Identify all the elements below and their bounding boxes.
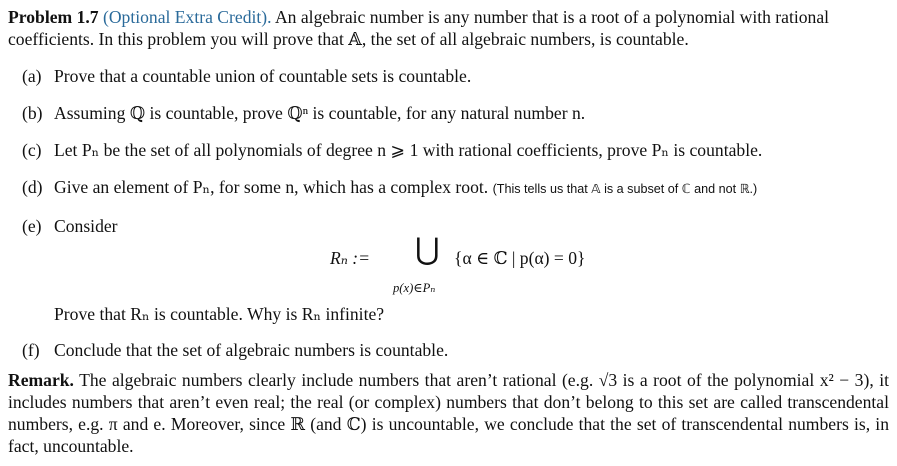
display-equation — [8, 233, 889, 295]
part-note: (This tells us that 𝔸 is a subset of ℂ and not ℝ.) — [492, 182, 758, 196]
part-b — [8, 102, 889, 124]
part-e — [8, 215, 889, 237]
remark-paragraph — [8, 369, 889, 457]
part-f — [8, 339, 889, 361]
part-label: (d) — [22, 177, 43, 197]
part-text: Prove that a countable union of countable sets is countable. — [54, 66, 472, 86]
part-label: (e) — [22, 216, 42, 236]
extra-credit-label: (Optional Extra Credit). — [102, 7, 272, 27]
part-text: Let Pₙ be the set of all polynomials of degree n ⩾ 1 with rational coefficients, prove Pₙ is countable. — [54, 140, 763, 160]
part-text: Give an element of Pₙ, for some n, which has a complex root. — [54, 177, 489, 197]
part-label: (a) — [22, 66, 42, 86]
part-d — [8, 176, 889, 200]
remark-heading: Remark. — [8, 370, 74, 390]
union-subscript: p(x)∈Pₙ — [393, 281, 436, 295]
problem-number: Problem 1.7 — [8, 7, 99, 27]
part-c — [8, 139, 889, 161]
part-text: Conclude that the set of algebraic numbers is countable. — [54, 340, 449, 360]
part-label: (f) — [22, 340, 40, 360]
part-text: Consider — [54, 216, 118, 236]
prove-line: Prove that Rₙ is countable. Why is Rₙ infinite? — [54, 304, 385, 324]
part-text: Assuming ℚ is countable, prove ℚⁿ is countable, for any natural number n. — [54, 103, 586, 123]
part-a — [8, 65, 889, 87]
problem-statement — [8, 6, 889, 50]
union-symbol: ⋃ — [415, 233, 440, 266]
part-label: (c) — [22, 140, 42, 160]
part-label: (b) — [22, 103, 43, 123]
problem-intro: An algebraic number is any number that is a root of a polynomial with rational coefficients. In this problem you will prove that 𝔸, the set of all algebraic numbers, is countable. — [8, 7, 830, 49]
remark-text: The algebraic numbers clearly include numbers that aren’t rational (e.g. √3 is a root of the polynomial x² − 3), it includes numbers that aren’t even real; the real (or complex) numbers that don’t belong to this set are called transcendental numbers, e.g. π and e. Moreover, since ℝ (and ℂ) is uncountable, we conclude that the set of transcendental numbers is, in fact, uncountable. — [8, 370, 889, 456]
parts-list — [8, 65, 889, 237]
equation-set: {α ∈ ℂ | p(α) = 0} — [454, 248, 586, 268]
equation-lhs: Rₙ := — [330, 248, 371, 268]
